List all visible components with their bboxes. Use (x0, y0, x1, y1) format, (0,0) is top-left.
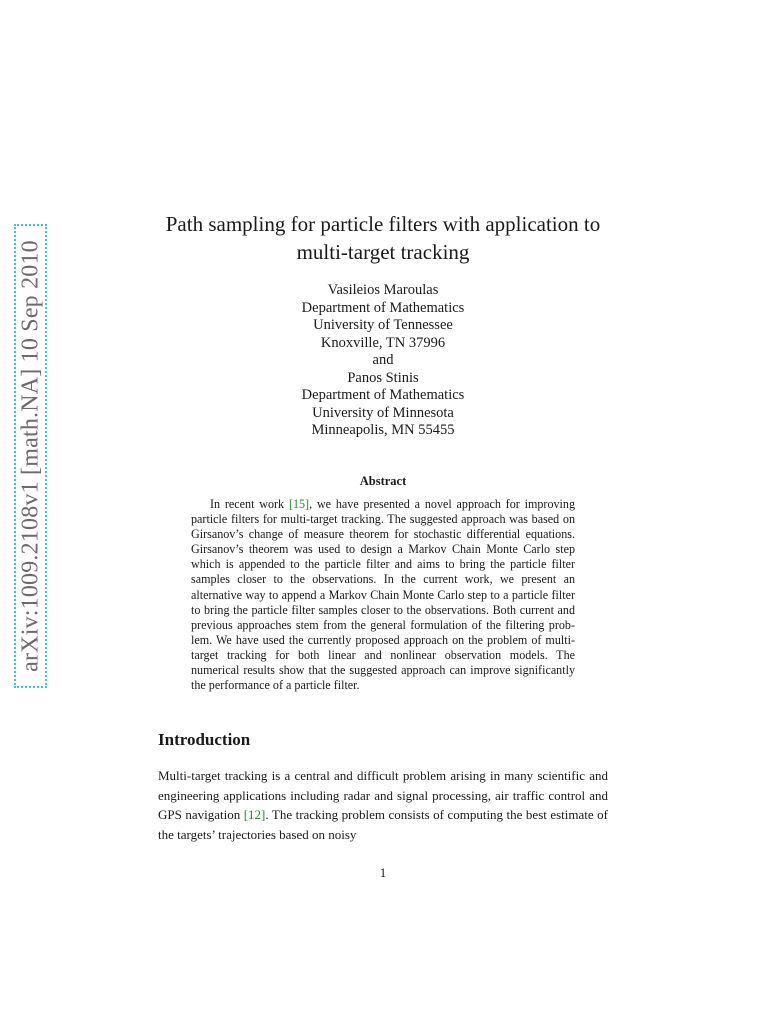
arxiv-stamp (14, 224, 47, 688)
author-line: Department of Mathematics (301, 299, 465, 316)
citation-link[interactable]: [12] (243, 807, 266, 823)
section-heading-introduction: Introduction (158, 730, 251, 749)
abstract-heading: Abstract (359, 474, 407, 488)
author-line: Minneapolis, MN 55455 (311, 422, 455, 438)
author-line: Department of Mathematics (301, 387, 465, 403)
introduction-body (158, 766, 608, 844)
abstract-text: , we have presented a novel approach for improving particle filters for multi-target tracking. The suggested approach was based on Girsanov’s change of measure theorem for stochastic differential equations. Girsanov’s theorem was used to design a Markov Chain Monte Carlo step which is appended to the particle filter and aims to bring the particle filter samples closer to the observations. In the current work, we present an alternative way to append a Markov Chain Monte Carlo step to a particle filter to bring the particle filter samples closer to the observations. Both current and previous approaches stem from the general formulation of the filtering problem. We have used the currently proposed approach on the problem of multi-target tracking for both linear and nonlinear observation models. The numerical results show that the suggested approach can improve significantly the performance of a particle filter. (191, 497, 575, 693)
author-line: and (372, 352, 394, 368)
paper-title: Path sampling for particle filters with application to multi-target tracking (165, 212, 601, 264)
author-line: University of Minnesota (312, 404, 454, 421)
arxiv-stamp-text: arXiv:1009.2108v1 [math.NA] 10 Sep 2010 (17, 240, 43, 672)
author-line: Knoxville, TN 37996 (320, 334, 446, 351)
citation-link[interactable]: [15] (288, 497, 310, 511)
abstract-body (191, 497, 575, 693)
author-line: Vasileios Maroulas (327, 282, 439, 298)
introduction-text: Multi-target tracking is a central and difficult problem arising in many scientific and engineering applications including radar and signal processing, air traffic control and GPS navigation (158, 768, 608, 823)
author-line: Panos Stinis (347, 369, 419, 386)
introduction-text: . The tracking problem consists of computing the best estimate of the targets’ trajectories based on noisy (158, 807, 608, 842)
author-line: University of Tennessee (313, 317, 453, 333)
page-number: 1 (379, 865, 387, 880)
abstract-text: In recent work (210, 497, 289, 511)
author-block (200, 282, 566, 440)
